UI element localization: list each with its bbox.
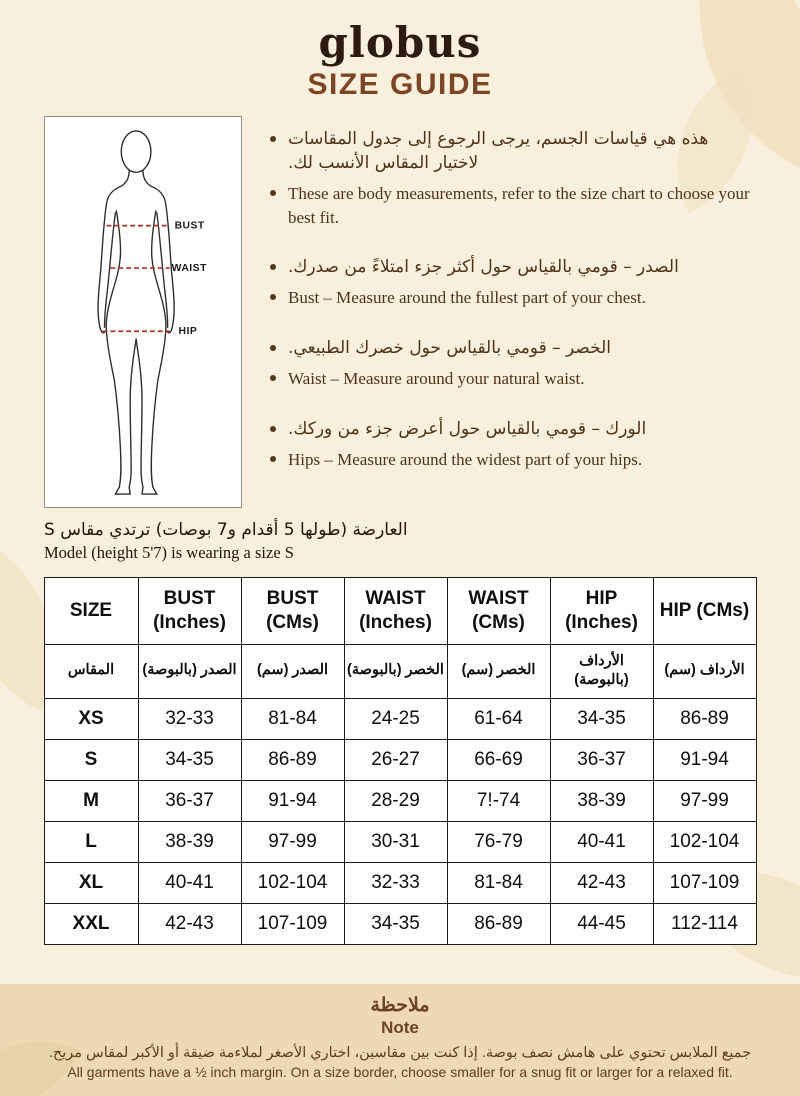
table-row (44, 821, 756, 862)
brand-logo: globus (318, 18, 482, 67)
table-cell: 102-104 (653, 821, 756, 862)
measurement-instructions (270, 128, 756, 508)
instruction-text: الورك – قومي بالقياس حول أعرض جزء من وركك. (288, 418, 647, 439)
table-cell: 32-33 (344, 862, 447, 903)
bullet-dot (270, 136, 276, 142)
table-row (44, 780, 756, 821)
bullet-dot (270, 375, 276, 381)
table-header-row-english (44, 578, 756, 645)
table-cell: 38-39 (550, 780, 653, 821)
table-cell: 97-99 (653, 780, 756, 821)
table-cell: 36-37 (138, 780, 241, 821)
table-cell: 76-79 (447, 821, 550, 862)
size-cell: S (44, 739, 138, 780)
table-cell: 28-29 (344, 780, 447, 821)
table-cell: 86-89 (447, 903, 550, 944)
size-cell: XL (44, 862, 138, 903)
table-cell: 91-94 (653, 739, 756, 780)
table-cell: 97-99 (241, 821, 344, 862)
upper-section (0, 102, 800, 508)
instruction-text: These are body measurements, refer to the size chart to choose your best fit. (288, 184, 750, 227)
instruction-intro-ar (270, 128, 756, 175)
table-cell: 86-89 (653, 698, 756, 739)
note-body-english: All garments have a ½ inch margin. On a size border, choose smaller for a snug fit or larger for a relaxed fit. (67, 1064, 733, 1080)
size-column-header-ar: المقاس (44, 644, 138, 698)
bust-inches-header-ar: الصدر (بالبوصة) (138, 644, 241, 698)
note-title-english: Note (381, 1018, 419, 1037)
note-body-arabic: جميع الملابس تحتوي على هامش نصف بوصة. إذا كنت بين مقاسين، اختاري الأصغر لملاءمة ضيقة أو الأكبر لمقاس مريح. (48, 1045, 752, 1061)
table-cell: 24-25 (344, 698, 447, 739)
bullet-dot (270, 264, 276, 270)
table-cell: 102-104 (241, 862, 344, 903)
table-cell: 34-35 (550, 698, 653, 739)
instruction-hip-ar (270, 418, 756, 441)
bust-inches-header: BUST (Inches) (138, 578, 241, 645)
table-header-row-arabic (44, 644, 756, 698)
size-cell: XXL (44, 903, 138, 944)
instruction-waist-ar (270, 337, 756, 360)
table-cell: 34-35 (138, 739, 241, 780)
instruction-hip-en (270, 448, 756, 471)
table-cell: 107-109 (653, 862, 756, 903)
waist-inches-header: WAIST (Inches) (344, 578, 447, 645)
instruction-waist-en (270, 367, 756, 390)
instruction-text: Bust – Measure around the fullest part of your chest. (288, 288, 646, 308)
table-cell: 26-27 (344, 739, 447, 780)
waist-label: WAIST (171, 263, 207, 275)
body-measurement-diagram (44, 116, 242, 508)
table-row (44, 903, 756, 944)
hip-cms-header-ar: الأرداف (سم) (653, 644, 756, 698)
note-section (0, 984, 800, 1096)
bust-cms-header-ar: الصدر (سم) (241, 644, 344, 698)
waist-inches-header-ar: الخصر (بالبوصة) (344, 644, 447, 698)
hip-label: HIP (178, 326, 198, 338)
instruction-bust-en (270, 286, 756, 309)
table-cell: 36-37 (550, 739, 653, 780)
size-column-header: SIZE (44, 578, 138, 645)
model-note-arabic: العارضة (طولها 5 أقدام و7 بوصات) ترتدي مقاس S (44, 520, 408, 541)
table-cell: 61-64 (447, 698, 550, 739)
table-cell: 81-84 (241, 698, 344, 739)
hip-inches-header: HIP (Inches) (550, 578, 653, 645)
instruction-text: الخصر – قومي بالقياس حول خصرك الطبيعي. (288, 337, 612, 358)
body-figure-illustration (50, 122, 236, 502)
table-cell: 44-45 (550, 903, 653, 944)
header (0, 0, 800, 102)
page-title: SIZE GUIDE (307, 68, 493, 102)
waist-cms-header-ar: الخصر (سم) (447, 644, 550, 698)
bullet-dot (270, 456, 276, 462)
bullet-dot (270, 294, 276, 300)
instruction-intro-en (270, 182, 756, 229)
table-cell: 30-31 (344, 821, 447, 862)
size-cell: XS (44, 698, 138, 739)
hip-cms-header: HIP (CMs) (653, 578, 756, 645)
table-cell: 40-41 (550, 821, 653, 862)
bullet-dot (270, 190, 276, 196)
table-cell: 7!-74 (447, 780, 550, 821)
table-cell: 42-43 (138, 903, 241, 944)
table-cell: 107-109 (241, 903, 344, 944)
table-cell: 91-94 (241, 780, 344, 821)
note-title-arabic: ملاحظة (370, 995, 430, 1016)
table-cell: 81-84 (447, 862, 550, 903)
size-cell: M (44, 780, 138, 821)
table-cell: 86-89 (241, 739, 344, 780)
waist-cms-header: WAIST (CMs) (447, 578, 550, 645)
table-row (44, 739, 756, 780)
table-row (44, 698, 756, 739)
table-row (44, 862, 756, 903)
bust-cms-header: BUST (CMs) (241, 578, 344, 645)
table-cell: 40-41 (138, 862, 241, 903)
table-cell: 66-69 (447, 739, 550, 780)
instruction-text: الصدر – قومي بالقياس حول أكثر جزء امتلاءً من صدرك. (288, 257, 679, 277)
model-size-note (44, 520, 756, 563)
bust-label: BUST (174, 220, 205, 232)
hip-inches-header-ar: الأرداف (بالبوصة) (550, 644, 653, 698)
bullet-dot (270, 345, 276, 351)
figure-outline (98, 131, 174, 494)
instruction-text: Hips – Measure around the widest part of your hips. (288, 450, 643, 470)
table-cell: 112-114 (653, 903, 756, 944)
bullet-dot (270, 426, 276, 432)
table-cell: 34-35 (344, 903, 447, 944)
table-cell: 42-43 (550, 862, 653, 903)
size-chart-table (44, 577, 757, 945)
table-cell: 32-33 (138, 698, 241, 739)
table-cell: 38-39 (138, 821, 241, 862)
model-note-english: Model (height 5'7) is wearing a size S (44, 543, 294, 563)
instruction-text: هذه هي قياسات الجسم، يرجى الرجوع إلى جدول المقاسات لاختيار المقاس الأنسب لك. (288, 129, 709, 173)
size-cell: L (44, 821, 138, 862)
instruction-text: Waist – Measure around your natural waist. (288, 369, 585, 389)
instruction-bust-ar (270, 256, 756, 279)
